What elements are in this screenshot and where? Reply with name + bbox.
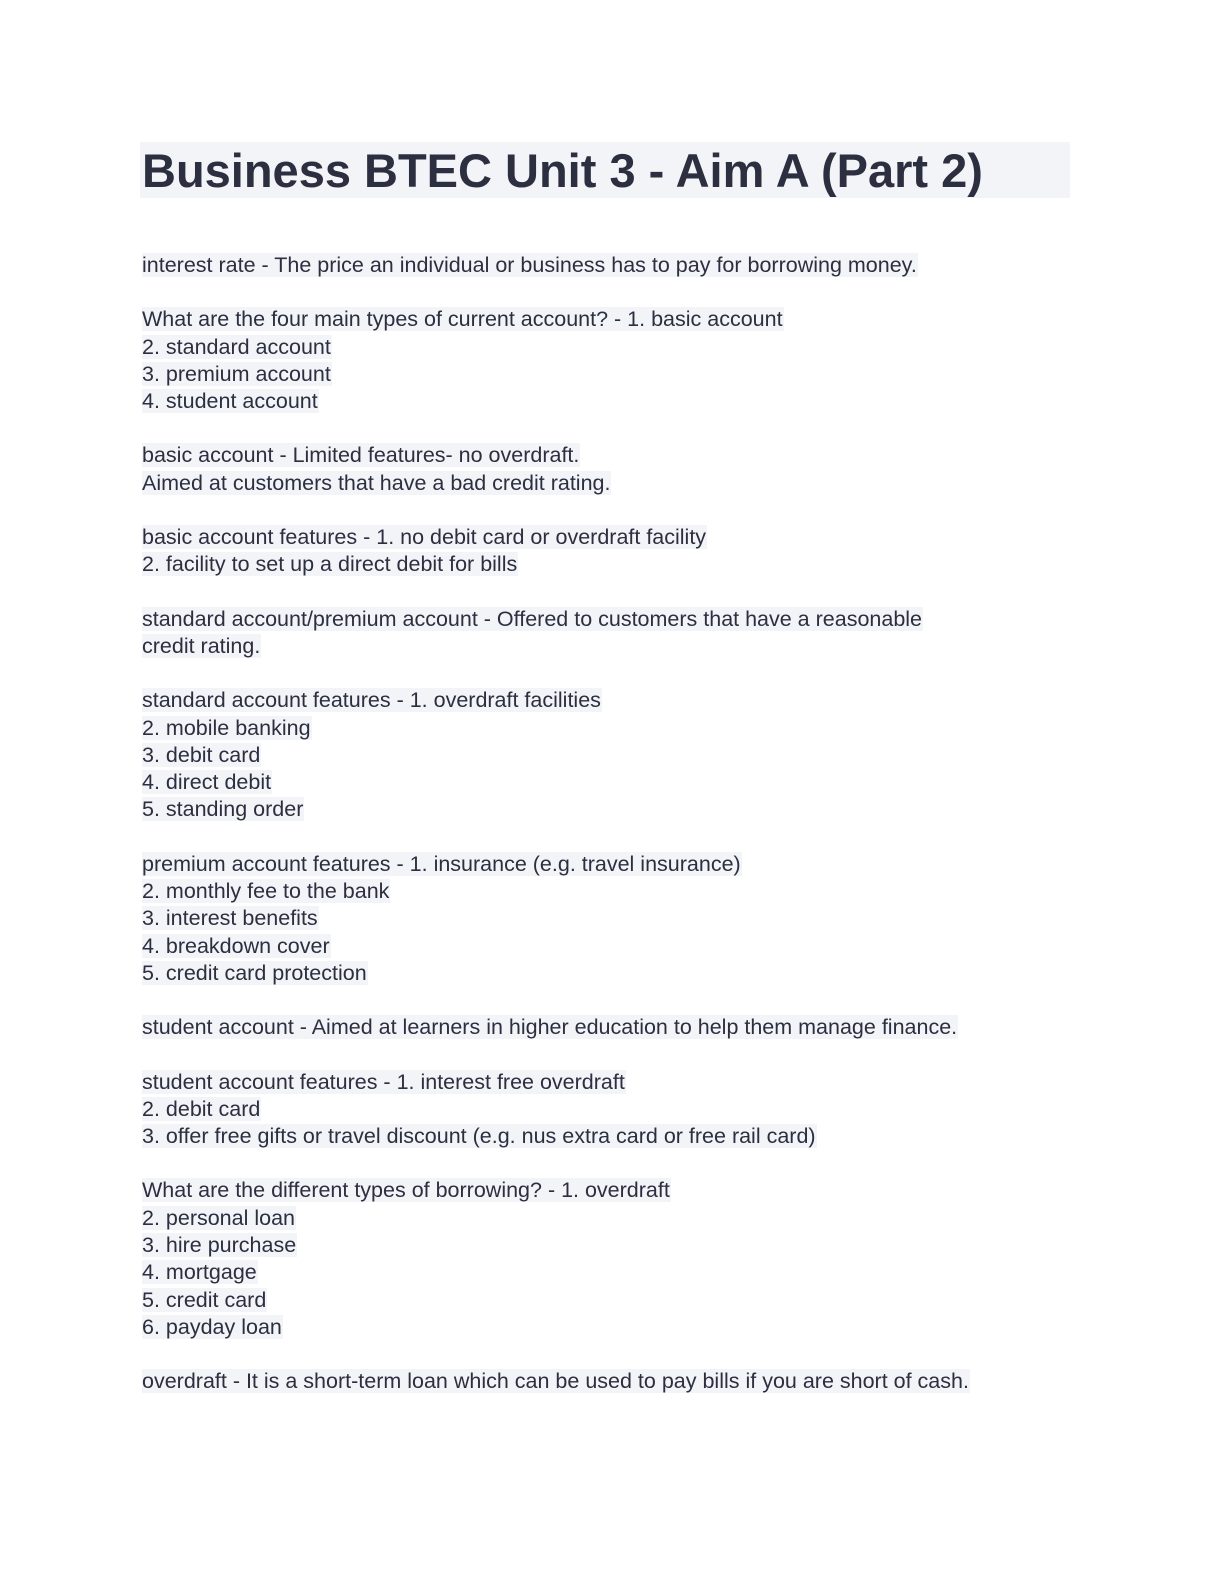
card-line: basic account - Limited features- no overdraft.	[142, 443, 580, 468]
title-block	[140, 142, 1070, 198]
card-line: What are the different types of borrowing? - 1. overdraft	[142, 1178, 670, 1203]
card-line: 3. hire purchase	[142, 1233, 297, 1258]
card-line: 2. monthly fee to the bank	[142, 879, 390, 904]
card-line: 2. mobile banking	[142, 715, 311, 740]
flashcard-borrowing-types	[142, 1177, 1074, 1341]
card-line: 4. direct debit	[142, 770, 272, 795]
card-line: 2. debit card	[142, 1096, 261, 1121]
flashcard-interest-rate	[142, 252, 1074, 279]
flashcard-basic-account-features	[142, 524, 1074, 579]
flashcard-student-account-features	[142, 1069, 1074, 1151]
card-line: interest rate - The price an individual or business has to pay for borrowing money.	[142, 253, 917, 277]
flashcard-current-account-types	[142, 306, 1074, 415]
document-page	[142, 142, 1074, 1423]
card-line: student account - Aimed at learners in higher education to help them manage finance.	[142, 1015, 958, 1040]
card-line: 4. breakdown cover	[142, 933, 330, 958]
page-title: Business BTEC Unit 3 - Aim A (Part 2)	[142, 144, 983, 197]
flashcard-student-account	[142, 1014, 1074, 1041]
flashcard-standard-account-features	[142, 687, 1074, 823]
card-line: credit rating.	[142, 633, 261, 658]
card-line: 2. facility to set up a direct debit for bills	[142, 552, 518, 577]
card-line: 4. student account	[142, 389, 318, 414]
card-line: What are the four main types of current account? - 1. basic account	[142, 307, 783, 332]
flashcard-list	[142, 252, 1074, 1396]
card-line: 6. payday loan	[142, 1314, 282, 1339]
card-line: 3. interest benefits	[142, 906, 318, 931]
card-line: 3. debit card	[142, 742, 261, 767]
card-line: 2. personal loan	[142, 1205, 295, 1230]
card-line: student account features - 1. interest free overdraft	[142, 1069, 625, 1094]
card-line: 5. standing order	[142, 797, 304, 822]
card-line: 2. standard account	[142, 334, 331, 359]
card-line: overdraft - It is a short-term loan which can be used to pay bills if you are short of cash.	[142, 1369, 969, 1394]
card-line: 4. mortgage	[142, 1260, 257, 1285]
card-line: Aimed at customers that have a bad credit rating.	[142, 470, 611, 495]
flashcard-premium-account-features	[142, 851, 1074, 987]
card-line: 3. offer free gifts or travel discount (e.g. nus extra card or free rail card)	[142, 1124, 816, 1149]
card-line: 3. premium account	[142, 361, 331, 386]
flashcard-basic-account	[142, 442, 1074, 497]
flashcard-overdraft	[142, 1368, 1074, 1395]
card-line: standard account/premium account - Offered to customers that have a reasonable	[142, 606, 923, 631]
card-line: basic account features - 1. no debit card or overdraft facility	[142, 525, 707, 550]
card-line: premium account features - 1. insurance (e.g. travel insurance)	[142, 851, 741, 876]
card-line: 5. credit card protection	[142, 960, 367, 985]
card-line: 5. credit card	[142, 1287, 267, 1312]
card-line: standard account features - 1. overdraft facilities	[142, 688, 601, 713]
flashcard-standard-premium-account	[142, 606, 1074, 661]
